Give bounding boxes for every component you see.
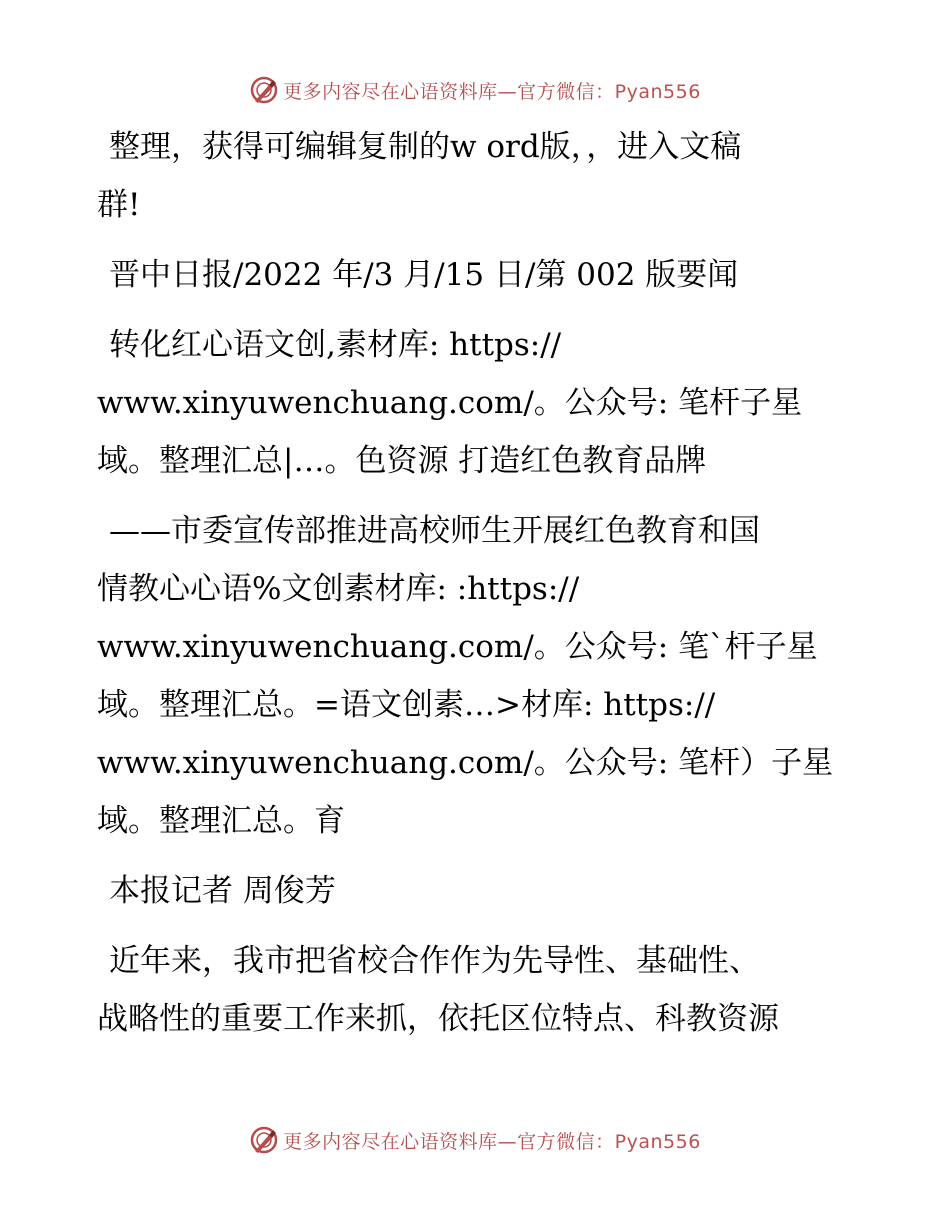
text-line: 转化红心语文创,素材库: https://	[109, 327, 562, 363]
text-line: ——市委宣传部推进高校师生开展红色教育和国	[109, 513, 760, 549]
text-line: 域。整理汇总。育	[97, 803, 345, 839]
text-line: www.xinyuwenchuang.com/。公众号: 笔`杆子星	[97, 629, 818, 665]
watermark-text	[283, 1127, 701, 1154]
text-line: 本报记者 周俊芳	[109, 873, 336, 909]
text-line: www.xinyuwenchuang.com/。公众号: 笔杆）子星	[97, 745, 834, 781]
paragraph-source	[97, 246, 857, 304]
text-line: 域。整理汇总|…。色资源 打造红色教育品牌	[97, 443, 707, 479]
text-line: 近年来，我市把省校合作作为先导性、基础性、	[109, 943, 760, 979]
text-line: 群!	[97, 187, 141, 223]
paragraph-subheadline	[97, 502, 857, 850]
watermark-text	[283, 77, 701, 104]
text-line: 整理，获得可编辑复制的w ord版，，进入文稿	[109, 129, 742, 165]
footer-watermark	[0, 1120, 950, 1160]
pen-logo-icon	[249, 1125, 279, 1155]
watermark-label: 更多内容尽在心语资料库—官方微信：	[283, 80, 615, 103]
paragraph-byline	[97, 862, 857, 920]
header-watermark	[0, 70, 950, 110]
paragraph-intro	[97, 118, 857, 234]
document-body	[97, 118, 857, 1060]
watermark-label: 更多内容尽在心语资料库—官方微信：	[283, 1130, 615, 1153]
paragraph-body	[97, 932, 857, 1048]
watermark-wechat-id: Pyan556	[614, 80, 701, 103]
pen-logo-icon	[249, 75, 279, 105]
paragraph-headline	[97, 316, 857, 490]
text-line: www.xinyuwenchuang.com/。公众号: 笔杆子星	[97, 385, 803, 421]
text-line: 战略性的重要工作来抓，依托区位特点、科教资源	[97, 1001, 779, 1037]
watermark-wechat-id: Pyan556	[614, 1130, 701, 1153]
text-line: 域。整理汇总。=语文创素…>材库: https://	[97, 687, 716, 723]
text-line: 晋中日报/2022 年/3 月/15 日/第 002 版要闻	[109, 257, 739, 293]
text-line: 情教心心语%文创素材库: :https://	[97, 571, 580, 607]
